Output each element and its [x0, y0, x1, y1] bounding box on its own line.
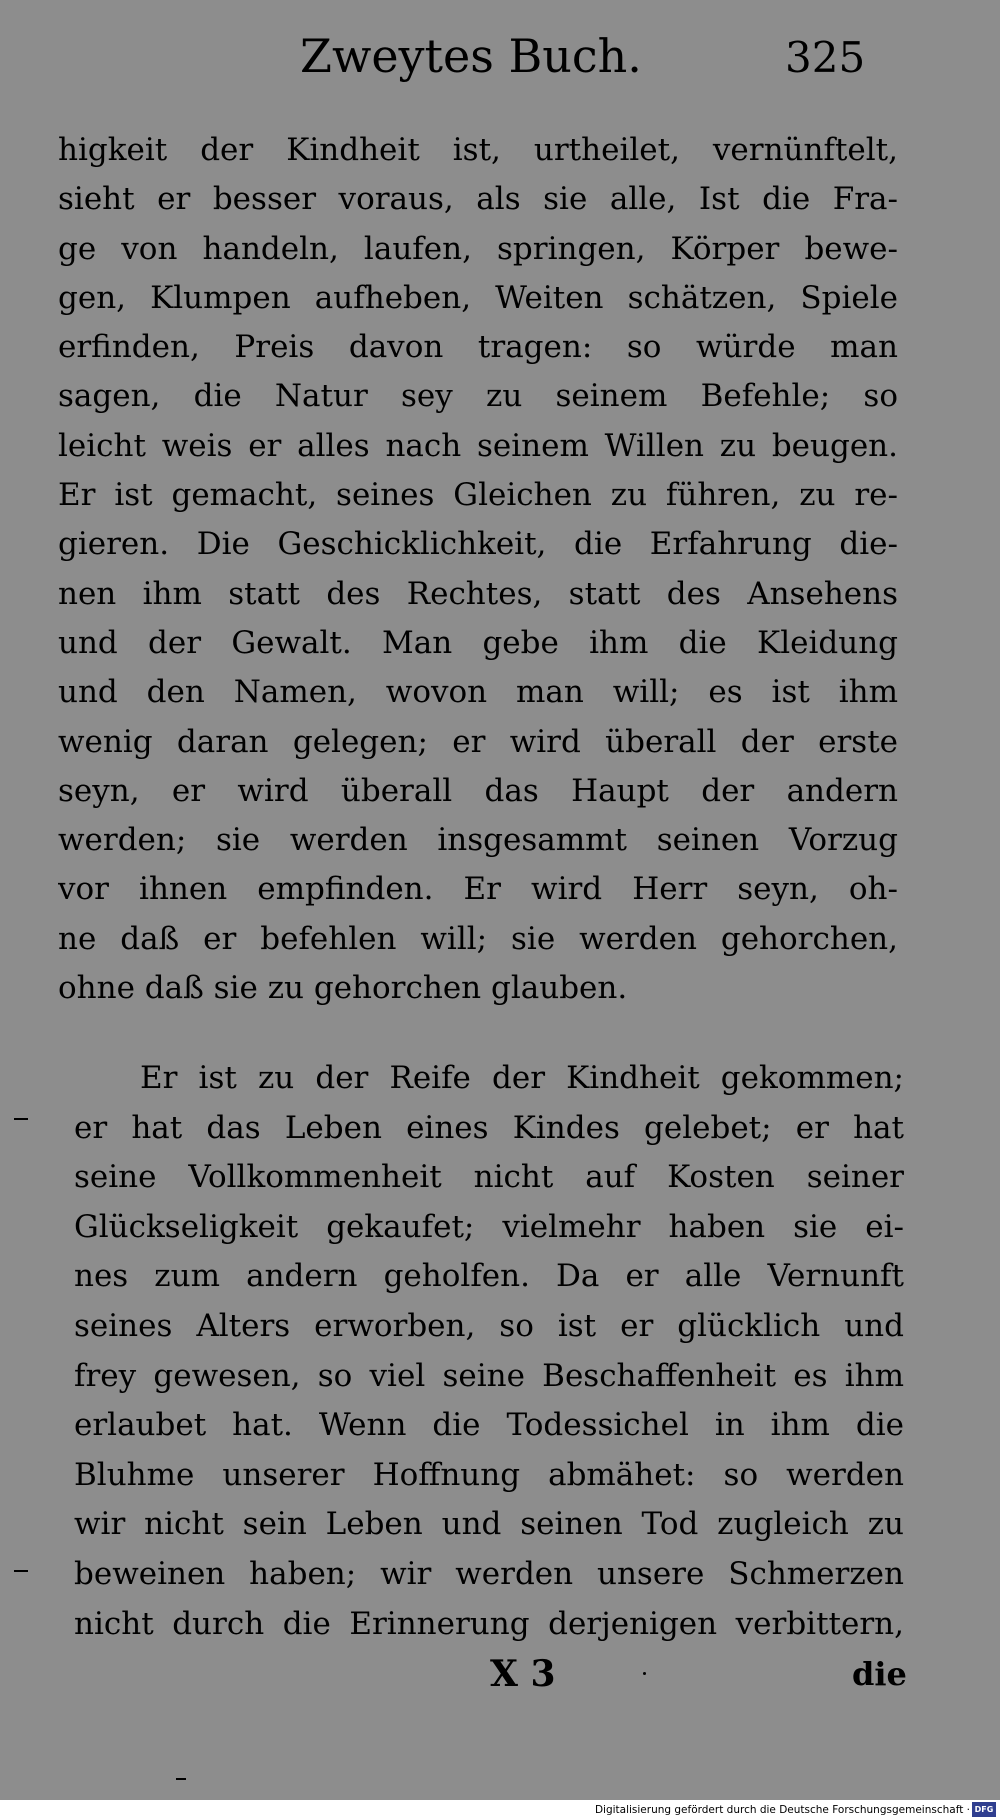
text-line: gieren. Die Geschicklichkeit, die Erfahrung die- — [58, 526, 898, 563]
text-line: Er ist zu der Reife der Kindheit gekommen; — [140, 1060, 904, 1096]
text-line: ohne daß sie zu gehorchen glauben. — [58, 970, 628, 1007]
text-line: wenig daran gelegen; er wird überall der erste — [58, 723, 898, 760]
text-line: frey gewesen, so viel seine Beschaffenheit es ihm — [74, 1357, 904, 1394]
text-line: erlaubet hat. Wenn die Todessichel in ihm die — [74, 1407, 904, 1444]
paragraph-1 — [58, 126, 898, 1013]
text-line: sieht er besser voraus, als sie alle, Ist die Fra- — [58, 181, 898, 218]
text-line: sagen, die Natur sey zu seinem Befehle; so — [58, 378, 898, 415]
digitization-notice: Digitalisierung gefördert durch die Deutsche Forschungsgemeinschaft · — [594, 1804, 970, 1816]
text-line: leicht weis er alles nach seinem Willen zu beugen. — [58, 427, 898, 464]
dfg-logo: DFG — [972, 1802, 996, 1817]
text-line: nicht durch die Erinnerung derjenigen verbittern, — [74, 1605, 904, 1642]
text-line: Er ist gemacht, seines Gleichen zu führen, zu re- — [58, 477, 898, 514]
margin-mark — [176, 1778, 186, 1780]
text-line: wir nicht sein Leben und seinen Tod zugleich zu — [74, 1506, 904, 1543]
text-line: nes zum andern geholfen. Da er alle Vernunft — [74, 1258, 904, 1295]
text-line: werden; sie werden insgesammt seinen Vorzug — [58, 822, 898, 859]
margin-mark — [14, 1118, 28, 1120]
text-line: seine Vollkommenheit nicht auf Kosten seiner — [74, 1159, 904, 1196]
text-line: erfinden, Preis davon tragen: so würde man — [58, 329, 898, 366]
digitization-footer — [0, 1800, 1000, 1819]
margin-mark — [14, 1570, 28, 1572]
text-line: vor ihnen empfinden. Er wird Herr seyn, oh- — [58, 871, 898, 908]
text-line: gen, Klumpen aufheben, Weiten schätzen, Spiele — [58, 279, 898, 316]
text-line: seines Alters erworben, so ist er glücklich und — [74, 1307, 904, 1344]
text-line: nen ihm statt des Rechtes, statt des Ansehens — [58, 575, 898, 612]
text-line: higkeit der Kindheit ist, urtheilet, vernünftelt, — [58, 132, 898, 168]
text-line: Bluhme unserer Hoffnung abmähet: so werden — [74, 1456, 904, 1493]
text-line: beweinen haben; wir werden unsere Schmerzen — [74, 1555, 904, 1592]
paragraph-2 — [74, 1054, 904, 1649]
page-number: 325 — [785, 33, 866, 82]
text-line: ne daß er befehlen will; sie werden gehorchen, — [58, 920, 898, 957]
text-line: und den Namen, wovon man will; es ist ihm — [58, 674, 898, 711]
running-title: Zweytes Buch. — [300, 29, 642, 83]
catchword: die — [852, 1655, 907, 1693]
text-line: seyn, er wird überall das Haupt der andern — [58, 772, 898, 809]
ink-speck — [643, 1672, 646, 1675]
text-line: und der Gewalt. Man gebe ihm die Kleidung — [58, 624, 898, 661]
signature-mark: X 3 — [490, 1653, 556, 1695]
text-line: ge von handeln, laufen, springen, Körper bewe- — [58, 230, 898, 267]
text-line: Glückseligkeit gekaufet; vielmehr haben sie ei- — [74, 1208, 904, 1245]
text-line: er hat das Leben eines Kindes gelebet; er hat — [74, 1109, 904, 1146]
